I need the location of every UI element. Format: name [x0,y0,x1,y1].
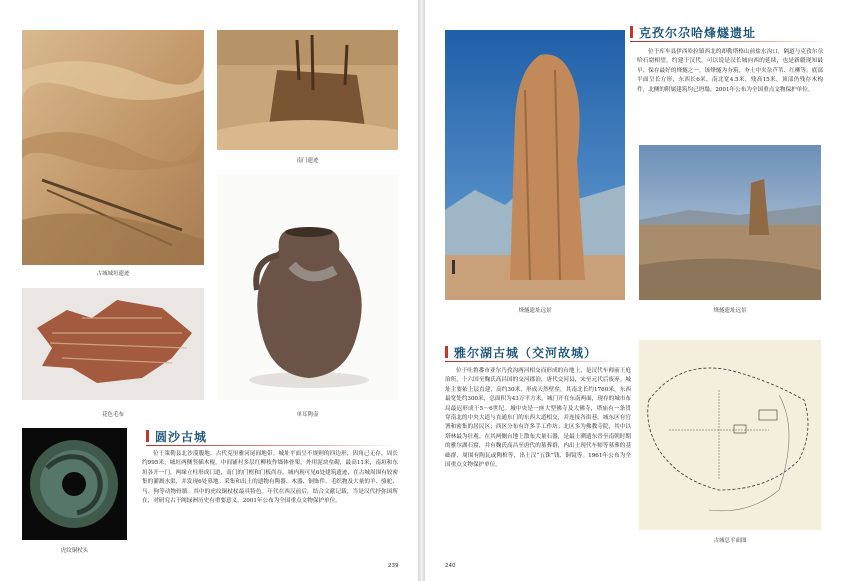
caption-tower-close: 烽燧遗址远景 [518,308,552,314]
beacon-distant-photo [639,145,821,300]
page-number-left: 239 [388,563,399,569]
title-underline [445,361,623,362]
section-title-kizilgaha [630,24,828,40]
caption-pot: 单耳陶壶 [296,412,319,418]
south-gate-photo [217,30,398,150]
city-plan-map [639,340,821,530]
section-title-text: 克孜尔尕哈烽燧遗址 [639,25,757,40]
title-accent-bar [146,430,149,442]
bronze-staff-head-photo [22,428,127,540]
book-gutter [418,0,425,581]
textile-photo [22,288,204,400]
section-title-yuansha [146,428,398,444]
caption-bronze: 虎纹铜杖头 [60,548,89,554]
pottery-pot-photo [217,175,398,400]
caption-map: 古城总平面图 [713,538,747,544]
section-body-yarkhoto: 位于吐鲁番市亚尔乃孜沟两河相交而形成的台地上，是汉代车师前王庭治所，十六国至麴氏高昌国的交河郡治，唐代交河县，宋至元代后废弃。城址主要依上层直建，高约30米，形成天然壁垒，其南北长约1760米，东西最宽处约300米，总面积为43万平方米，城门开在东南两面，现存的城市布局最迟形成于5～6世纪。城中央是一座大型佛寺及大佛寺，塔庙有一条贯穿南北的中央大道与直通东门的东西大道相交，并连接各街巷。城东区有官署和密集的居民区；西区分布有许多手工作坊；北区多为佛教寺院，其中以塔林最为壮观。在其两侧台地上散布大量石器，是最上溯遗东晋至南朝时期的雅尔湖石窟，并有麴氏高昌至唐代的墓葬群，内出土现代车师等墓葬的基础群，周围有陶瓦或陶棺等，出土汉“五铢”钱、铜镜等。1961年公布为全国重点文物保护单位。 [445,368,631,469]
caption-tower-far: 烽燧遗址远景 [713,308,747,314]
right-page [425,0,843,581]
left-page [0,0,418,581]
section-body-kizilgaha: 位于库车县伊西哈拉镇西北的却勒塔格山前盐水沟口，隔道与克孜尔尕哈石窟相望，约建于汉代，可以说是汉长城向西的延续，也是新疆现知最早、保存最好的烽燧之一。该烽燧为夯筑，夯土中夹杂芦苇、红柳等。底部平面呈长方形，东西长6米，南北宽4.5米，残高15米，顶部仍残存木构件，北侧的附属建筑均已坍塌。2001年公布为全国重点文物保护单位。 [637,49,823,93]
caption-gate: 南门遗迹 [296,158,319,164]
caption-textile: 花色毛布 [101,412,124,418]
section-body-yuansha: 位于策勒县北沙漠腹地，古代克里雅河尾间地带。城址平面呈不规则的四边形，因角已无存，周长约995米。城垣两侧竖插木棍，中间铺衬多层红柳枝作墙体骨架，外用泥块垒砌，最高11米，南垣和东垣各开一门，两缘立柱形成门道，南门的门框和门板尚存。城内现可见6处建筑遗迹，在古城周围有较密集的灌溉水渠，并发现6处墓地。采集和出土的遗物有陶器、木器、铜饰件、毛织物及大量的羊、骆驼、马、狗等动物骨骼。其中的虎纹铜杖杖最具特色。年代在西汉前后，结合文献记载，当是汉代抒弥国所在，对研究古于阗绿洲历史有重要意义。2001年公布为全国重点文物保护单位。 [142,451,398,505]
caption-desert: 古城城垣遗迹 [96,271,130,277]
title-underline [146,445,398,446]
section-title-text: 雅尔湖古城（交河故城） [454,345,598,360]
title-accent-bar [630,26,633,38]
title-accent-bar [445,346,448,358]
title-underline [630,41,828,42]
page-number-right: 240 [445,563,456,569]
section-title-yarkhoto [445,344,623,360]
desert-ruins-photo [22,30,204,265]
beacon-tower-photo [445,30,625,300]
section-title-text: 圆沙古城 [155,429,208,444]
